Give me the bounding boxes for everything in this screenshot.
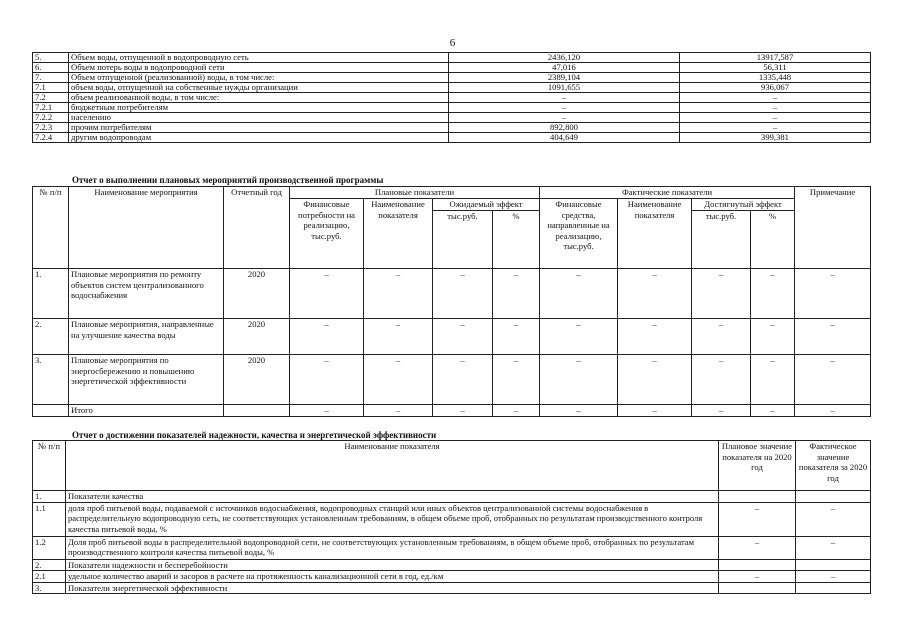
row-number: 7.1 <box>33 83 69 93</box>
value-cell: – <box>692 405 751 417</box>
plan-value: – <box>719 571 796 583</box>
report-year: 2020 <box>224 355 290 405</box>
value-cell: – <box>540 319 618 355</box>
plan-value <box>719 559 796 571</box>
indicator-name: удельное количество аварий и засоров в расчете на протяженность канализационной сети в год, ед./км <box>66 571 719 583</box>
row-number: 1. <box>33 269 69 319</box>
value-cell: – <box>540 355 618 405</box>
measure-name: Плановые мероприятия по энергосбережению и повышению энергетической эффективности <box>69 355 224 405</box>
plan-value: 892,800 <box>449 123 680 133</box>
indicator-name: Показатели энергетической эффективности <box>66 582 719 594</box>
value-cell: – <box>618 405 692 417</box>
header-indicator-name: Наименование показателя <box>66 441 719 491</box>
row-number: 7.2 <box>33 93 69 103</box>
plan-value: – <box>449 113 680 123</box>
table-row <box>33 319 871 355</box>
table-row <box>33 582 871 594</box>
value-cell: – <box>618 319 692 355</box>
header-fact-indicator: Наименование показателя <box>618 199 692 269</box>
value-cell: – <box>433 319 493 355</box>
table-row <box>33 103 871 113</box>
row-number: 3. <box>33 355 69 405</box>
table-row <box>33 355 871 405</box>
header-fact-effect-rub: тыс.руб. <box>692 211 751 269</box>
header-plan-indicator: Наименование показателя <box>364 199 433 269</box>
fact-value: 936,067 <box>680 83 871 93</box>
plan-value: 1091,655 <box>449 83 680 93</box>
report-year: 2020 <box>224 269 290 319</box>
row-number: 5. <box>33 53 69 63</box>
row-number: 7.2.1 <box>33 103 69 113</box>
value-cell: – <box>493 355 540 405</box>
value-cell: – <box>290 319 364 355</box>
value-cell: – <box>751 319 795 355</box>
indicator-name: Показатели качества <box>66 491 719 503</box>
row-number: 1.2 <box>33 536 66 559</box>
table-row <box>33 73 871 83</box>
program-report-title: Отчет о выполнении плановых мероприятий производственной программы <box>72 175 384 185</box>
table-row <box>33 536 871 559</box>
row-number: 7.2.3 <box>33 123 69 133</box>
value-cell: – <box>692 319 751 355</box>
row-number: 7. <box>33 73 69 83</box>
value-cell: – <box>364 269 433 319</box>
fact-value: – <box>680 113 871 123</box>
value-cell: – <box>540 269 618 319</box>
row-name: прочим потребителям <box>69 123 449 133</box>
row-name: Объем воды, отпущенной в водопроводную сеть <box>69 53 449 63</box>
row-name: населению <box>69 113 449 123</box>
table-row <box>33 133 871 143</box>
value-cell: – <box>364 355 433 405</box>
header-note: Примечание <box>795 187 871 269</box>
value-cell: – <box>795 269 871 319</box>
plan-value: 2436,120 <box>449 53 680 63</box>
value-cell: – <box>433 269 493 319</box>
row-name: Объем потерь воды в водопроводной сети <box>69 63 449 73</box>
value-cell: – <box>364 319 433 355</box>
row-number: 7.2.2 <box>33 113 69 123</box>
plan-value: – <box>449 93 680 103</box>
header-num: № п/п <box>33 187 69 269</box>
value-cell: – <box>751 405 795 417</box>
page-number: 6 <box>449 37 456 49</box>
table-row <box>33 83 871 93</box>
fact-value: 1335,448 <box>680 73 871 83</box>
header-plan-group: Плановые показатели <box>290 187 540 199</box>
row-number: 1. <box>33 491 66 503</box>
fact-value: – <box>796 536 871 559</box>
report-year: 2020 <box>224 319 290 355</box>
fact-value: 399,381 <box>680 133 871 143</box>
plan-value: 404,649 <box>449 133 680 143</box>
fact-value: 13917,587 <box>680 53 871 63</box>
value-cell: – <box>493 319 540 355</box>
header-measure-name: Наименование мероприятия <box>69 187 224 269</box>
plan-value: – <box>719 502 796 536</box>
header-year: Отчетный год <box>224 187 290 269</box>
fact-value: – <box>680 103 871 113</box>
measure-name: Плановые мероприятия по ремонту объектов систем централизованного водоснабжения <box>69 269 224 319</box>
total-row <box>33 405 871 417</box>
row-name: другим водопроводам <box>69 133 449 143</box>
row-name: объем реализованной воды, в том числе: <box>69 93 449 103</box>
value-cell: – <box>540 405 618 417</box>
row-name: объем воды, отпущенной на собственные нужды организации <box>69 83 449 93</box>
table-row <box>33 63 871 73</box>
value-cell: – <box>364 405 433 417</box>
value-cell: – <box>751 355 795 405</box>
row-number: 7.2.4 <box>33 133 69 143</box>
row-number: 2.1 <box>33 571 66 583</box>
plan-value <box>719 582 796 594</box>
fact-value <box>796 559 871 571</box>
table-row <box>33 571 871 583</box>
header-plan-fin: Финансовые потребности на реализацию, тыс.руб. <box>290 199 364 269</box>
header-fact-fin: Финансовые средства, направленные на реализацию, тыс.руб. <box>540 199 618 269</box>
table-row <box>33 113 871 123</box>
header-fact-value: Фактическое значение показателя за 2020 год <box>796 441 871 491</box>
plan-value <box>719 491 796 503</box>
value-cell: – <box>692 269 751 319</box>
value-cell: – <box>290 405 364 417</box>
value-cell: – <box>795 355 871 405</box>
row-number: 1.1 <box>33 502 66 536</box>
fact-value <box>796 582 871 594</box>
reliability-table <box>32 440 871 594</box>
table-row <box>33 491 871 503</box>
value-cell: – <box>493 269 540 319</box>
indicator-name: доля проб питьевой воды, подаваемой с источников водоснабжения, водопроводных станций или иных объектов централизованной системы водоснабжения в распределительную водопроводную сеть, не соответствующих установленным требованиям, в общем объеме проб, отобранных по результатам производственного контроля качества питьевой воды, % <box>66 502 719 536</box>
fact-value: – <box>796 502 871 536</box>
value-cell: – <box>795 405 871 417</box>
header-plan-effect-pct: % <box>493 211 540 269</box>
volumes-table <box>32 52 871 143</box>
value-cell: – <box>751 269 795 319</box>
header-num: № п/п <box>33 441 66 491</box>
value-cell: – <box>433 355 493 405</box>
row-number <box>33 405 69 417</box>
value-cell: – <box>433 405 493 417</box>
value-cell: – <box>493 405 540 417</box>
value-cell: – <box>618 269 692 319</box>
plan-value: – <box>449 103 680 113</box>
header-fact-group: Фактические показатели <box>540 187 795 199</box>
plan-value: – <box>719 536 796 559</box>
header-plan-value: Плановое значение показателя на 2020 год <box>719 441 796 491</box>
fact-value <box>796 491 871 503</box>
header-plan-effect: Ожидаемый эффект <box>433 199 540 211</box>
table-row <box>33 502 871 536</box>
row-name: Объем отпущенной (реализованной) воды, в том числе: <box>69 73 449 83</box>
row-number: 6. <box>33 63 69 73</box>
indicator-name: Доля проб питьевой воды в распределительной водопроводной сети, не соответствующих установленным требованиям, в общем объеме проб, отобранных по результатам производственного контроля качества питьевой воды, % <box>66 536 719 559</box>
indicator-name: Показатели надежности и бесперебойности <box>66 559 719 571</box>
fact-value: – <box>680 123 871 133</box>
table-row <box>33 93 871 103</box>
value-cell: – <box>290 269 364 319</box>
row-number: 2. <box>33 319 69 355</box>
value-cell: – <box>692 355 751 405</box>
fact-value: – <box>796 571 871 583</box>
row-name: бюджетным потребителям <box>69 103 449 113</box>
value-cell: – <box>795 319 871 355</box>
table-row <box>33 269 871 319</box>
row-number: 2. <box>33 559 66 571</box>
program-report-table <box>32 186 871 417</box>
header-fact-effect: Достигнутый эффект <box>692 199 795 211</box>
measure-name: Плановые мероприятия, направленные на улучшение качества воды <box>69 319 224 355</box>
total-label: Итого <box>69 405 224 417</box>
value-cell: – <box>618 355 692 405</box>
row-number: 3. <box>33 582 66 594</box>
value-cell: – <box>290 355 364 405</box>
table-row <box>33 53 871 63</box>
header-plan-effect-rub: тыс.руб. <box>433 211 493 269</box>
fact-value: 56,311 <box>680 63 871 73</box>
table-row <box>33 123 871 133</box>
report-year <box>224 405 290 417</box>
reliability-report-title: Отчет о достижении показателей надежности, качества и энергетической эффективности <box>72 430 437 440</box>
plan-value: 2389,104 <box>449 73 680 83</box>
header-fact-effect-pct: % <box>751 211 795 269</box>
table-row <box>33 559 871 571</box>
fact-value: – <box>680 93 871 103</box>
plan-value: 47,016 <box>449 63 680 73</box>
